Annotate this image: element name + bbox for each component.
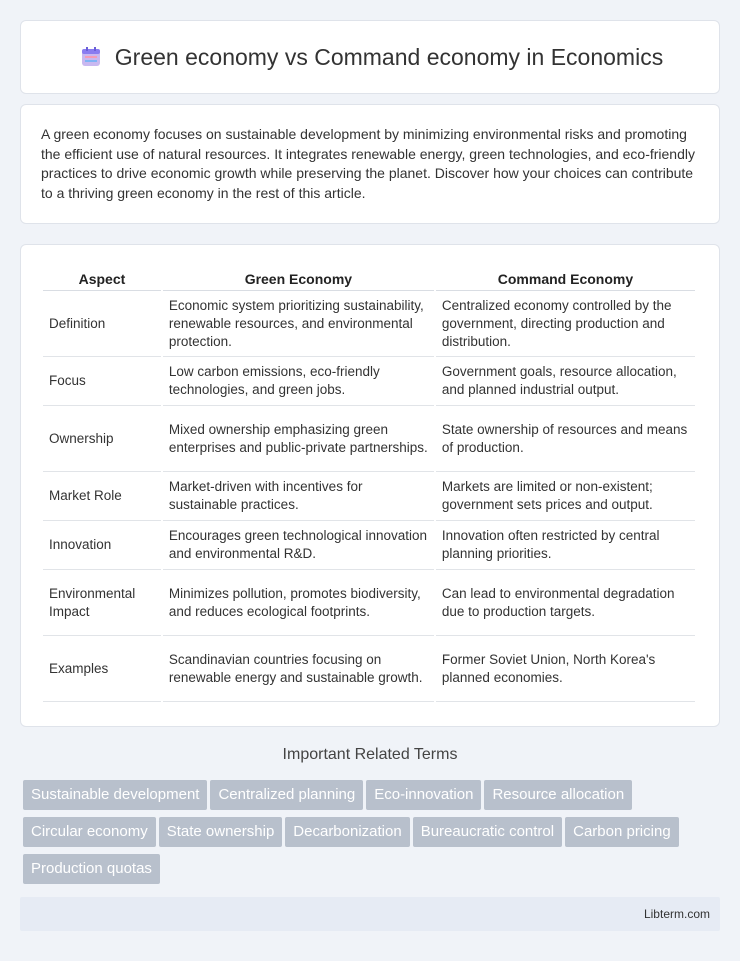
comparison-table-card <box>20 244 720 727</box>
table-row <box>43 472 695 521</box>
cell-aspect: Ownership <box>43 406 161 472</box>
cell-command-economy: Can lead to environmental degradation due to production targets. <box>436 570 695 636</box>
comparison-table <box>41 265 697 702</box>
cell-aspect: Examples <box>43 636 161 702</box>
cell-green-economy: Market-driven with incentives for sustainable practices. <box>163 472 434 521</box>
cell-aspect: Focus <box>43 357 161 406</box>
footer-link[interactable]: Libterm.com <box>643 907 710 921</box>
table-row <box>43 357 695 406</box>
related-term-tag[interactable]: Decarbonization <box>285 817 409 847</box>
cell-command-economy: Centralized economy controlled by the government, directing production and distribution. <box>436 291 695 357</box>
page-title: Green economy vs Command economy in Economics <box>114 43 664 70</box>
footer <box>20 897 720 931</box>
header-green-economy: Green Economy <box>163 265 434 291</box>
cell-green-economy: Mixed ownership emphasizing green enterprises and public-private partnerships. <box>163 406 434 472</box>
title-card <box>20 20 720 94</box>
related-terms-list <box>23 780 713 891</box>
cell-command-economy: Markets are limited or non-existent; government sets prices and output. <box>436 472 695 521</box>
intro-card <box>20 104 720 224</box>
calendar-icon <box>77 43 105 71</box>
cell-command-economy: Former Soviet Union, North Korea's planned economies. <box>436 636 695 702</box>
table-row <box>43 570 695 636</box>
table-row <box>43 291 695 357</box>
cell-aspect: Innovation <box>43 521 161 570</box>
header-command-economy: Command Economy <box>436 265 695 291</box>
cell-green-economy: Scandinavian countries focusing on renewable energy and sustainable growth. <box>163 636 434 702</box>
cell-aspect: Market Role <box>43 472 161 521</box>
related-term-tag[interactable]: Bureaucratic control <box>413 817 562 847</box>
cell-green-economy: Low carbon emissions, eco-friendly technologies, and green jobs. <box>163 357 434 406</box>
related-term-tag[interactable]: Circular economy <box>23 817 156 847</box>
cell-green-economy: Minimizes pollution, promotes biodiversity, and reduces ecological footprints. <box>163 570 434 636</box>
header-aspect: Aspect <box>43 265 161 291</box>
related-terms-title: Important Related Terms <box>282 746 458 763</box>
cell-green-economy: Economic system prioritizing sustainability, renewable resources, and environmental protection. <box>163 291 434 357</box>
table-row <box>43 636 695 702</box>
related-term-tag[interactable]: Resource allocation <box>484 780 632 810</box>
related-term-tag[interactable]: Carbon pricing <box>565 817 679 847</box>
intro-text: A green economy focuses on sustainable development by minimizing environmental risks and promoting the efficient use of natural resources. It integrates renewable energy, green technologies, and eco-friendly practices to drive economic growth while preserving the planet. Discover how your choices can contribute to a thriving green economy in the rest of this article. <box>41 126 695 201</box>
related-term-tag[interactable]: Eco-innovation <box>366 780 481 810</box>
cell-command-economy: Government goals, resource allocation, and planned industrial output. <box>436 357 695 406</box>
cell-command-economy: Innovation often restricted by central planning priorities. <box>436 521 695 570</box>
table-row <box>43 406 695 472</box>
related-term-tag[interactable]: Centralized planning <box>210 780 363 810</box>
cell-green-economy: Encourages green technological innovation and environmental R&D. <box>163 521 434 570</box>
cell-command-economy: State ownership of resources and means of production. <box>436 406 695 472</box>
cell-aspect: Definition <box>43 291 161 357</box>
table-row <box>43 521 695 570</box>
related-term-tag[interactable]: Production quotas <box>23 854 160 884</box>
related-term-tag[interactable]: State ownership <box>159 817 283 847</box>
cell-aspect: Environmental Impact <box>43 570 161 636</box>
related-term-tag[interactable]: Sustainable development <box>23 780 207 810</box>
table-header-row <box>43 265 695 291</box>
